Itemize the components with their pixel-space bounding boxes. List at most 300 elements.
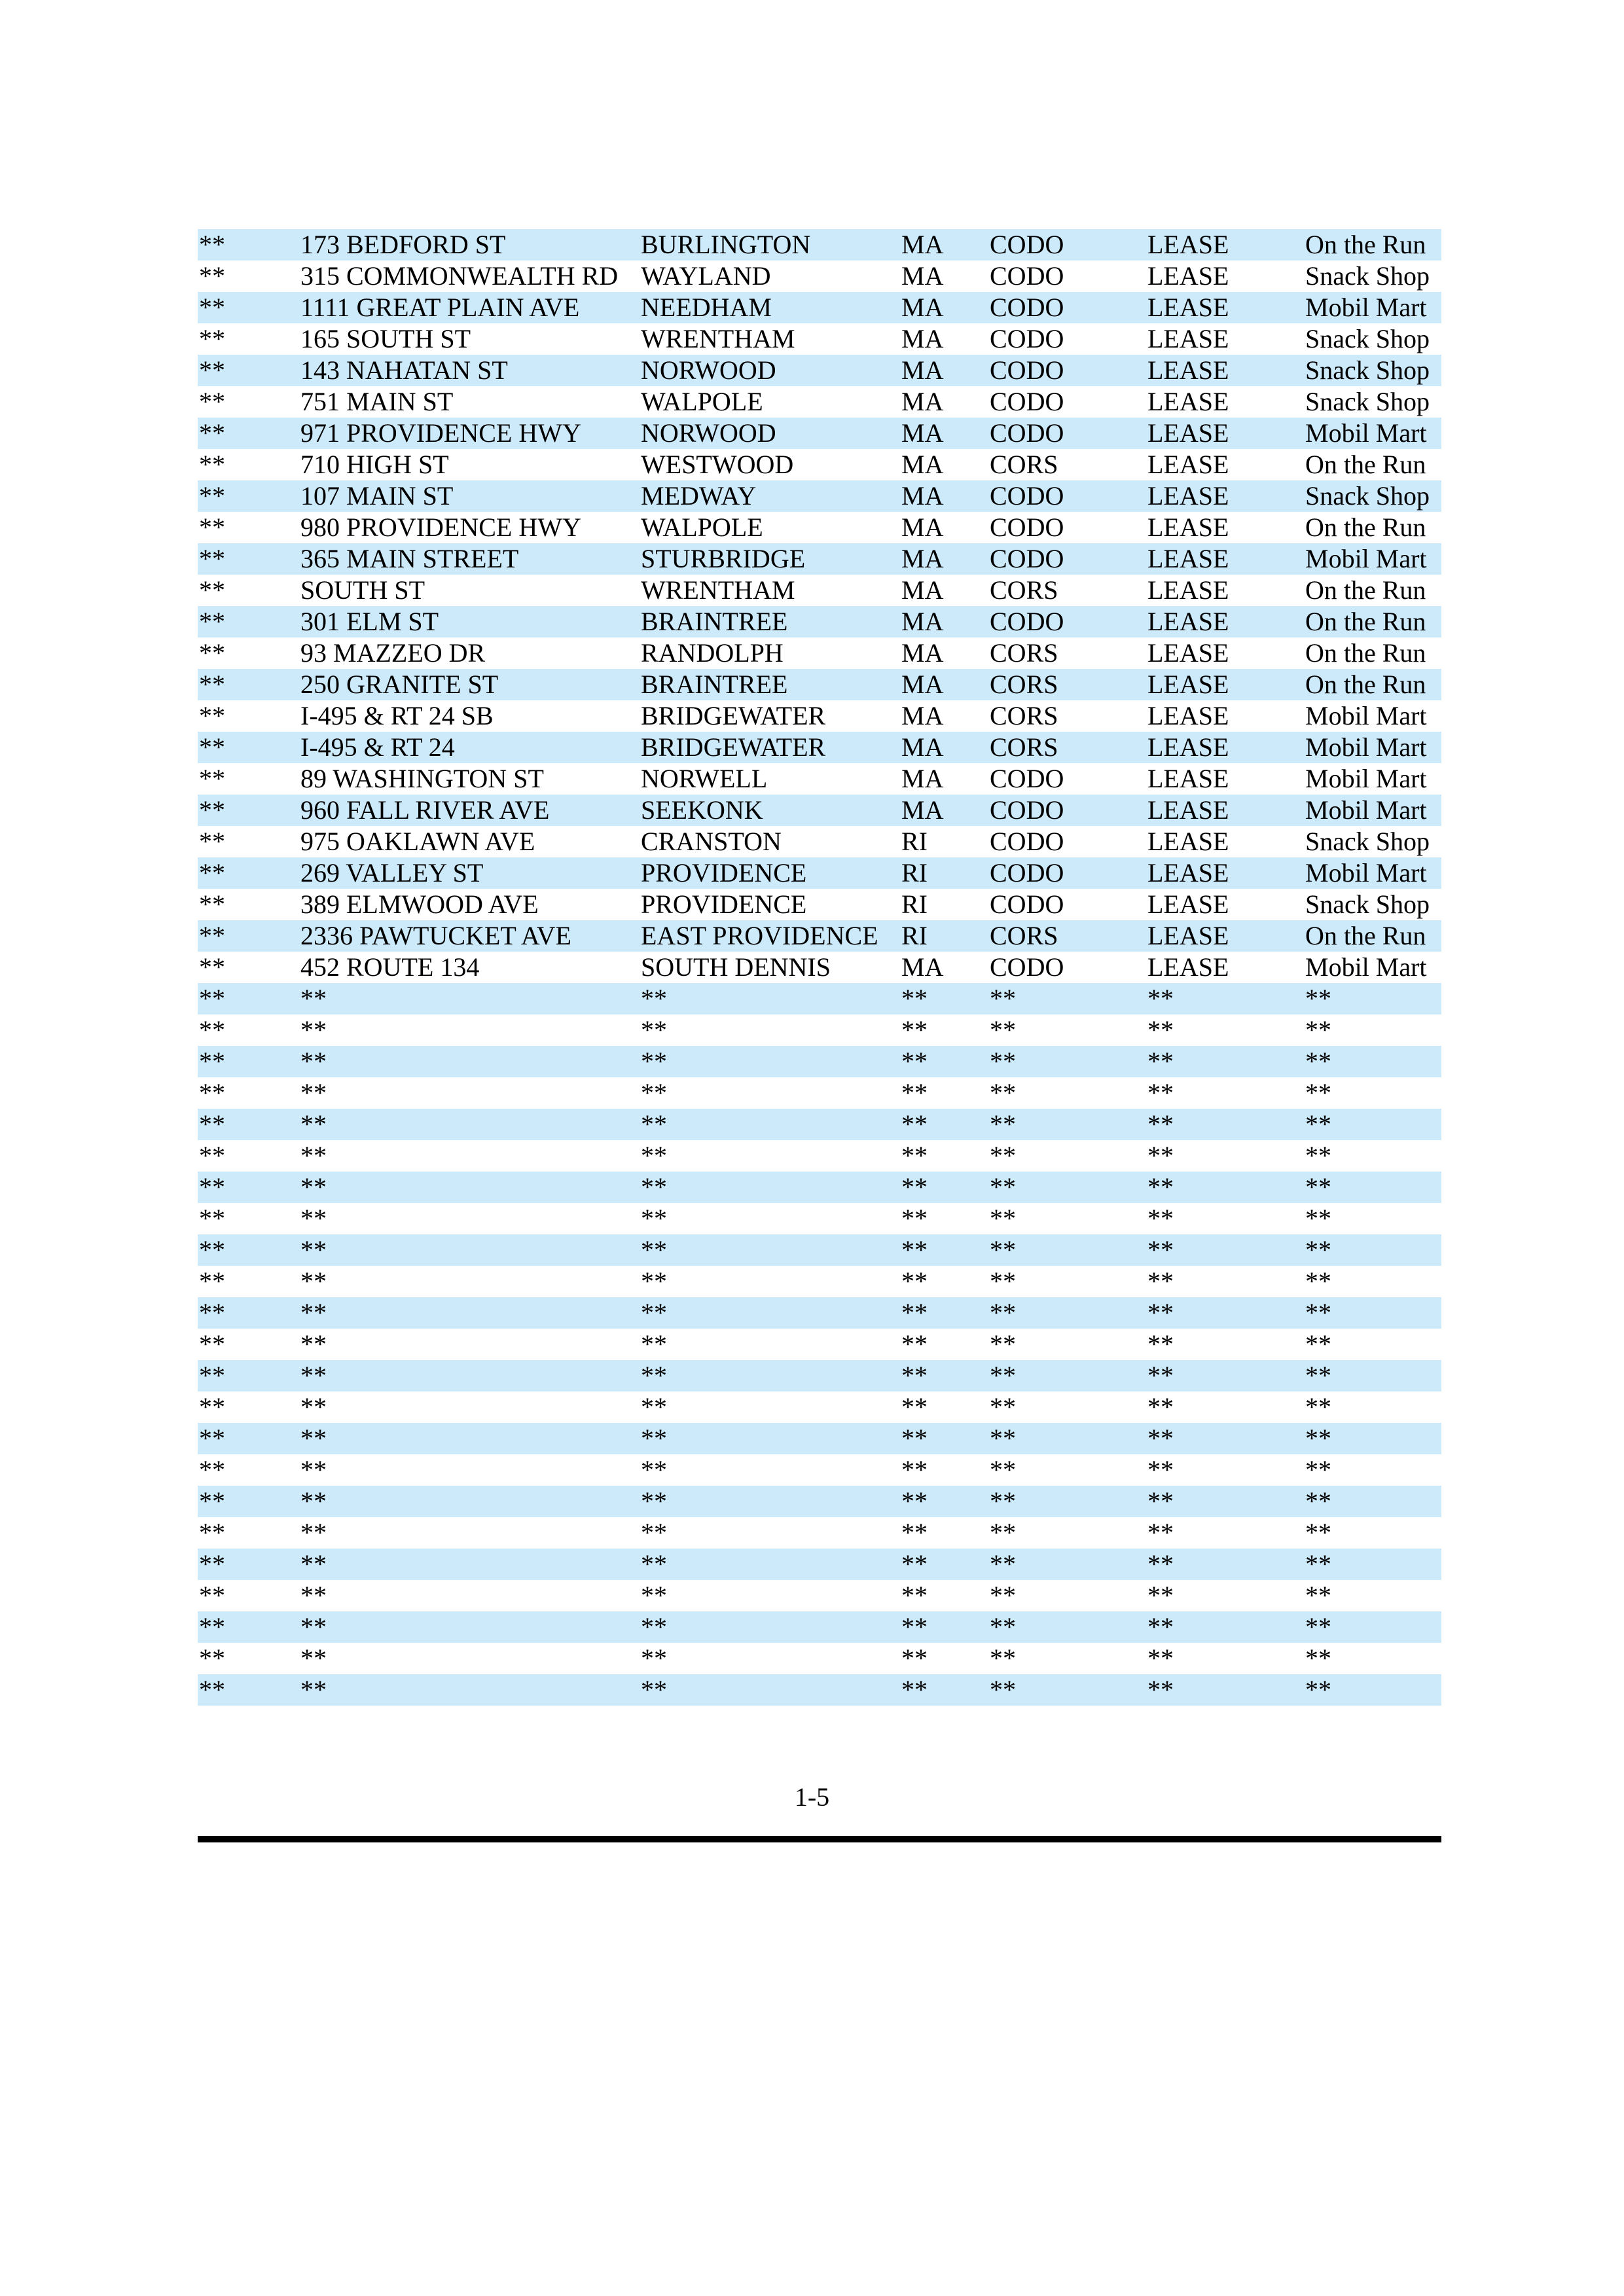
cell-state: ** xyxy=(900,1674,988,1706)
table-row xyxy=(198,575,1441,606)
cell-store: ** xyxy=(1304,1140,1441,1172)
table-row xyxy=(198,1360,1441,1391)
table-row xyxy=(198,1611,1441,1643)
cell-marker: ** xyxy=(198,1549,299,1580)
cell-state: ** xyxy=(900,1391,988,1423)
table-row xyxy=(198,1423,1441,1454)
cell-address: 107 MAIN ST xyxy=(299,480,640,512)
cell-store: Snack Shop xyxy=(1304,260,1441,292)
cell-store: ** xyxy=(1304,1109,1441,1140)
cell-city: ** xyxy=(640,1454,900,1486)
cell-address: 710 HIGH ST xyxy=(299,449,640,480)
cell-type: CODO xyxy=(988,795,1146,826)
cell-type: CODO xyxy=(988,857,1146,889)
cell-city: ** xyxy=(640,1266,900,1297)
cell-store: Mobil Mart xyxy=(1304,795,1441,826)
table-row xyxy=(198,1046,1441,1077)
cell-state: ** xyxy=(900,1014,988,1046)
table-row xyxy=(198,889,1441,920)
cell-marker: ** xyxy=(198,543,299,575)
cell-city: BRIDGEWATER xyxy=(640,700,900,732)
cell-type: ** xyxy=(988,1423,1146,1454)
cell-tenure: LEASE xyxy=(1146,826,1304,857)
cell-store: ** xyxy=(1304,1486,1441,1517)
table-row xyxy=(198,355,1441,386)
cell-state: MA xyxy=(900,323,988,355)
cell-state: ** xyxy=(900,1297,988,1329)
cell-city: PROVIDENCE xyxy=(640,889,900,920)
cell-store: ** xyxy=(1304,1517,1441,1549)
cell-city: MEDWAY xyxy=(640,480,900,512)
cell-type: ** xyxy=(988,1140,1146,1172)
table-row xyxy=(198,1014,1441,1046)
cell-marker: ** xyxy=(198,1203,299,1234)
cell-address: I-495 & RT 24 xyxy=(299,732,640,763)
cell-marker: ** xyxy=(198,732,299,763)
table-row xyxy=(198,386,1441,418)
cell-store: Mobil Mart xyxy=(1304,952,1441,983)
cell-tenure: ** xyxy=(1146,1046,1304,1077)
table-row xyxy=(198,700,1441,732)
cell-city: EAST PROVIDENCE xyxy=(640,920,900,952)
cell-marker: ** xyxy=(198,449,299,480)
cell-type: CODO xyxy=(988,418,1146,449)
cell-store: On the Run xyxy=(1304,920,1441,952)
cell-state: ** xyxy=(900,1486,988,1517)
cell-city: ** xyxy=(640,1329,900,1360)
cell-marker: ** xyxy=(198,763,299,795)
cell-state: ** xyxy=(900,1140,988,1172)
cell-type: ** xyxy=(988,1046,1146,1077)
cell-marker: ** xyxy=(198,1297,299,1329)
cell-store: ** xyxy=(1304,1077,1441,1109)
cell-address: ** xyxy=(299,1549,640,1580)
cell-tenure: ** xyxy=(1146,1360,1304,1391)
cell-store: Mobil Mart xyxy=(1304,857,1441,889)
cell-type: CORS xyxy=(988,700,1146,732)
cell-state: ** xyxy=(900,1360,988,1391)
cell-tenure: LEASE xyxy=(1146,323,1304,355)
cell-address: ** xyxy=(299,1014,640,1046)
table-row xyxy=(198,229,1441,260)
cell-address: ** xyxy=(299,1172,640,1203)
cell-state: RI xyxy=(900,920,988,952)
cell-state: ** xyxy=(900,1234,988,1266)
table-row xyxy=(198,952,1441,983)
cell-address: 2336 PAWTUCKET AVE xyxy=(299,920,640,952)
cell-marker: ** xyxy=(198,952,299,983)
cell-city: CRANSTON xyxy=(640,826,900,857)
cell-city: ** xyxy=(640,1517,900,1549)
station-table xyxy=(198,229,1441,1706)
cell-marker: ** xyxy=(198,260,299,292)
cell-state: ** xyxy=(900,1109,988,1140)
cell-address: 751 MAIN ST xyxy=(299,386,640,418)
cell-city: NEEDHAM xyxy=(640,292,900,323)
cell-state: ** xyxy=(900,1549,988,1580)
cell-address: 143 NAHATAN ST xyxy=(299,355,640,386)
cell-marker: ** xyxy=(198,920,299,952)
cell-state: MA xyxy=(900,355,988,386)
table-row xyxy=(198,1580,1441,1611)
table-row xyxy=(198,1549,1441,1580)
cell-marker: ** xyxy=(198,1643,299,1674)
cell-tenure: LEASE xyxy=(1146,669,1304,700)
cell-tenure: LEASE xyxy=(1146,920,1304,952)
table-row xyxy=(198,637,1441,669)
cell-marker: ** xyxy=(198,418,299,449)
table-row xyxy=(198,857,1441,889)
cell-type: CODO xyxy=(988,606,1146,637)
cell-type: CODO xyxy=(988,826,1146,857)
cell-tenure: LEASE xyxy=(1146,700,1304,732)
cell-tenure: ** xyxy=(1146,1266,1304,1297)
cell-type: ** xyxy=(988,983,1146,1014)
cell-marker: ** xyxy=(198,983,299,1014)
cell-state: ** xyxy=(900,1077,988,1109)
cell-city: ** xyxy=(640,1172,900,1203)
cell-address: 93 MAZZEO DR xyxy=(299,637,640,669)
cell-tenure: LEASE xyxy=(1146,763,1304,795)
cell-tenure: ** xyxy=(1146,1549,1304,1580)
cell-type: ** xyxy=(988,1014,1146,1046)
cell-city: ** xyxy=(640,1360,900,1391)
cell-state: ** xyxy=(900,1046,988,1077)
cell-state: MA xyxy=(900,512,988,543)
cell-address: ** xyxy=(299,1109,640,1140)
cell-store: Mobil Mart xyxy=(1304,763,1441,795)
cell-tenure: LEASE xyxy=(1146,575,1304,606)
cell-state: ** xyxy=(900,1423,988,1454)
cell-tenure: ** xyxy=(1146,1580,1304,1611)
cell-tenure: ** xyxy=(1146,1077,1304,1109)
cell-marker: ** xyxy=(198,1329,299,1360)
cell-state: MA xyxy=(900,606,988,637)
cell-store: Snack Shop xyxy=(1304,889,1441,920)
cell-address: 250 GRANITE ST xyxy=(299,669,640,700)
cell-tenure: LEASE xyxy=(1146,418,1304,449)
table-row xyxy=(198,1172,1441,1203)
cell-marker: ** xyxy=(198,1046,299,1077)
table-row xyxy=(198,1297,1441,1329)
cell-marker: ** xyxy=(198,292,299,323)
cell-city: SEEKONK xyxy=(640,795,900,826)
cell-address: ** xyxy=(299,1580,640,1611)
cell-type: CODO xyxy=(988,480,1146,512)
cell-tenure: LEASE xyxy=(1146,260,1304,292)
cell-tenure: ** xyxy=(1146,1486,1304,1517)
cell-store: ** xyxy=(1304,1580,1441,1611)
cell-state: MA xyxy=(900,795,988,826)
cell-store: Snack Shop xyxy=(1304,323,1441,355)
cell-marker: ** xyxy=(198,1454,299,1486)
cell-city: WAYLAND xyxy=(640,260,900,292)
page-number: 1-5 xyxy=(794,1782,830,1812)
cell-type: CORS xyxy=(988,575,1146,606)
cell-state: ** xyxy=(900,1517,988,1549)
cell-type: CORS xyxy=(988,920,1146,952)
cell-marker: ** xyxy=(198,512,299,543)
table-row xyxy=(198,983,1441,1014)
cell-type: CODO xyxy=(988,952,1146,983)
cell-store: ** xyxy=(1304,1549,1441,1580)
table-row xyxy=(198,920,1441,952)
cell-store: On the Run xyxy=(1304,575,1441,606)
cell-store: ** xyxy=(1304,1046,1441,1077)
table-row xyxy=(198,1517,1441,1549)
cell-address: ** xyxy=(299,1140,640,1172)
cell-state: MA xyxy=(900,763,988,795)
cell-store: Mobil Mart xyxy=(1304,700,1441,732)
table-row xyxy=(198,292,1441,323)
cell-city: PROVIDENCE xyxy=(640,857,900,889)
cell-store: ** xyxy=(1304,1234,1441,1266)
cell-store: ** xyxy=(1304,1674,1441,1706)
cell-marker: ** xyxy=(198,889,299,920)
cell-city: WRENTHAM xyxy=(640,575,900,606)
cell-marker: ** xyxy=(198,857,299,889)
cell-marker: ** xyxy=(198,1077,299,1109)
table-row xyxy=(198,1329,1441,1360)
cell-address: 365 MAIN STREET xyxy=(299,543,640,575)
cell-store: On the Run xyxy=(1304,449,1441,480)
cell-store: Mobil Mart xyxy=(1304,543,1441,575)
cell-tenure: ** xyxy=(1146,1014,1304,1046)
cell-address: ** xyxy=(299,1643,640,1674)
cell-tenure: LEASE xyxy=(1146,732,1304,763)
cell-store: ** xyxy=(1304,1014,1441,1046)
cell-address: 960 FALL RIVER AVE xyxy=(299,795,640,826)
cell-city: RANDOLPH xyxy=(640,637,900,669)
cell-marker: ** xyxy=(198,323,299,355)
cell-store: ** xyxy=(1304,1611,1441,1643)
cell-marker: ** xyxy=(198,1109,299,1140)
cell-store: ** xyxy=(1304,1266,1441,1297)
cell-type: CODO xyxy=(988,292,1146,323)
cell-address: 173 BEDFORD ST xyxy=(299,229,640,260)
cell-store: ** xyxy=(1304,1203,1441,1234)
cell-address: 315 COMMONWEALTH RD xyxy=(299,260,640,292)
cell-city: ** xyxy=(640,1014,900,1046)
cell-address: ** xyxy=(299,1046,640,1077)
cell-address: ** xyxy=(299,1077,640,1109)
cell-type: ** xyxy=(988,1266,1146,1297)
cell-address: ** xyxy=(299,1234,640,1266)
cell-type: ** xyxy=(988,1486,1146,1517)
cell-store: Snack Shop xyxy=(1304,386,1441,418)
cell-city: ** xyxy=(640,1643,900,1674)
cell-type: CODO xyxy=(988,386,1146,418)
cell-tenure: ** xyxy=(1146,1234,1304,1266)
cell-tenure: LEASE xyxy=(1146,857,1304,889)
cell-tenure: ** xyxy=(1146,1454,1304,1486)
cell-marker: ** xyxy=(198,826,299,857)
cell-address: 89 WASHINGTON ST xyxy=(299,763,640,795)
cell-type: CODO xyxy=(988,355,1146,386)
cell-address: ** xyxy=(299,1611,640,1643)
cell-state: RI xyxy=(900,857,988,889)
table-row xyxy=(198,449,1441,480)
cell-city: ** xyxy=(640,1391,900,1423)
cell-tenure: ** xyxy=(1146,983,1304,1014)
cell-marker: ** xyxy=(198,575,299,606)
cell-tenure: ** xyxy=(1146,1674,1304,1706)
cell-state: RI xyxy=(900,826,988,857)
table-row xyxy=(198,1266,1441,1297)
cell-marker: ** xyxy=(198,1486,299,1517)
cell-store: ** xyxy=(1304,1172,1441,1203)
cell-marker: ** xyxy=(198,1360,299,1391)
cell-city: NORWELL xyxy=(640,763,900,795)
cell-tenure: LEASE xyxy=(1146,386,1304,418)
cell-city: ** xyxy=(640,983,900,1014)
cell-type: ** xyxy=(988,1391,1146,1423)
cell-type: ** xyxy=(988,1611,1146,1643)
cell-city: STURBRIDGE xyxy=(640,543,900,575)
cell-state: MA xyxy=(900,418,988,449)
cell-store: ** xyxy=(1304,1360,1441,1391)
cell-type: CORS xyxy=(988,732,1146,763)
cell-city: ** xyxy=(640,1203,900,1234)
cell-address: ** xyxy=(299,1486,640,1517)
cell-type: CODO xyxy=(988,260,1146,292)
cell-address: 165 SOUTH ST xyxy=(299,323,640,355)
cell-state: MA xyxy=(900,732,988,763)
cell-tenure: LEASE xyxy=(1146,543,1304,575)
cell-type: ** xyxy=(988,1360,1146,1391)
table-row xyxy=(198,1674,1441,1706)
cell-state: MA xyxy=(900,449,988,480)
cell-address: 1111 GREAT PLAIN AVE xyxy=(299,292,640,323)
cell-city: BRAINTREE xyxy=(640,606,900,637)
cell-city: ** xyxy=(640,1297,900,1329)
cell-address: ** xyxy=(299,983,640,1014)
cell-state: ** xyxy=(900,1643,988,1674)
cell-store: Mobil Mart xyxy=(1304,418,1441,449)
cell-city: ** xyxy=(640,1486,900,1517)
cell-tenure: LEASE xyxy=(1146,229,1304,260)
cell-type: CORS xyxy=(988,669,1146,700)
cell-address: 975 OAKLAWN AVE xyxy=(299,826,640,857)
cell-type: CODO xyxy=(988,229,1146,260)
cell-address: ** xyxy=(299,1423,640,1454)
cell-store: On the Run xyxy=(1304,512,1441,543)
cell-type: CODO xyxy=(988,512,1146,543)
cell-state: ** xyxy=(900,1172,988,1203)
cell-city: ** xyxy=(640,1234,900,1266)
cell-address: SOUTH ST xyxy=(299,575,640,606)
cell-city: SOUTH DENNIS xyxy=(640,952,900,983)
cell-tenure: LEASE xyxy=(1146,952,1304,983)
cell-address: ** xyxy=(299,1266,640,1297)
table-row xyxy=(198,512,1441,543)
cell-marker: ** xyxy=(198,355,299,386)
cell-tenure: ** xyxy=(1146,1109,1304,1140)
cell-address: 980 PROVIDENCE HWY xyxy=(299,512,640,543)
cell-marker: ** xyxy=(198,229,299,260)
cell-tenure: ** xyxy=(1146,1140,1304,1172)
cell-city: BRAINTREE xyxy=(640,669,900,700)
cell-tenure: ** xyxy=(1146,1203,1304,1234)
station-table-body xyxy=(198,229,1441,1706)
cell-address: I-495 & RT 24 SB xyxy=(299,700,640,732)
table-row xyxy=(198,606,1441,637)
cell-state: MA xyxy=(900,669,988,700)
cell-city: ** xyxy=(640,1109,900,1140)
cell-address: ** xyxy=(299,1203,640,1234)
cell-address: ** xyxy=(299,1674,640,1706)
cell-city: ** xyxy=(640,1140,900,1172)
cell-store: ** xyxy=(1304,1329,1441,1360)
cell-tenure: ** xyxy=(1146,1329,1304,1360)
cell-state: ** xyxy=(900,1203,988,1234)
cell-marker: ** xyxy=(198,795,299,826)
cell-store: ** xyxy=(1304,983,1441,1014)
cell-store: On the Run xyxy=(1304,229,1441,260)
cell-type: ** xyxy=(988,1297,1146,1329)
table-row xyxy=(198,1140,1441,1172)
cell-type: ** xyxy=(988,1674,1146,1706)
cell-marker: ** xyxy=(198,1266,299,1297)
cell-tenure: ** xyxy=(1146,1517,1304,1549)
cell-state: MA xyxy=(900,386,988,418)
cell-tenure: LEASE xyxy=(1146,512,1304,543)
cell-state: MA xyxy=(900,543,988,575)
station-table-container xyxy=(198,229,1441,1706)
table-row xyxy=(198,260,1441,292)
cell-tenure: ** xyxy=(1146,1172,1304,1203)
cell-city: ** xyxy=(640,1580,900,1611)
cell-tenure: LEASE xyxy=(1146,889,1304,920)
cell-type: ** xyxy=(988,1203,1146,1234)
cell-city: BRIDGEWATER xyxy=(640,732,900,763)
cell-marker: ** xyxy=(198,1580,299,1611)
cell-store: ** xyxy=(1304,1297,1441,1329)
cell-type: CODO xyxy=(988,323,1146,355)
cell-tenure: LEASE xyxy=(1146,449,1304,480)
table-row xyxy=(198,1234,1441,1266)
cell-city: ** xyxy=(640,1077,900,1109)
table-row xyxy=(198,323,1441,355)
cell-type: ** xyxy=(988,1077,1146,1109)
cell-address: 269 VALLEY ST xyxy=(299,857,640,889)
cell-state: MA xyxy=(900,700,988,732)
cell-type: CORS xyxy=(988,449,1146,480)
cell-city: ** xyxy=(640,1674,900,1706)
cell-marker: ** xyxy=(198,1423,299,1454)
cell-state: ** xyxy=(900,1329,988,1360)
table-row xyxy=(198,826,1441,857)
cell-tenure: ** xyxy=(1146,1643,1304,1674)
footer-rule xyxy=(198,1836,1441,1842)
table-row xyxy=(198,763,1441,795)
cell-city: WALPOLE xyxy=(640,512,900,543)
cell-type: ** xyxy=(988,1234,1146,1266)
cell-state: MA xyxy=(900,229,988,260)
cell-city: WRENTHAM xyxy=(640,323,900,355)
cell-address: ** xyxy=(299,1297,640,1329)
cell-address: ** xyxy=(299,1391,640,1423)
cell-city: NORWOOD xyxy=(640,355,900,386)
cell-state: ** xyxy=(900,1454,988,1486)
cell-tenure: LEASE xyxy=(1146,292,1304,323)
cell-store: On the Run xyxy=(1304,669,1441,700)
table-row xyxy=(198,480,1441,512)
cell-marker: ** xyxy=(198,700,299,732)
cell-marker: ** xyxy=(198,386,299,418)
cell-city: BURLINGTON xyxy=(640,229,900,260)
cell-state: MA xyxy=(900,952,988,983)
